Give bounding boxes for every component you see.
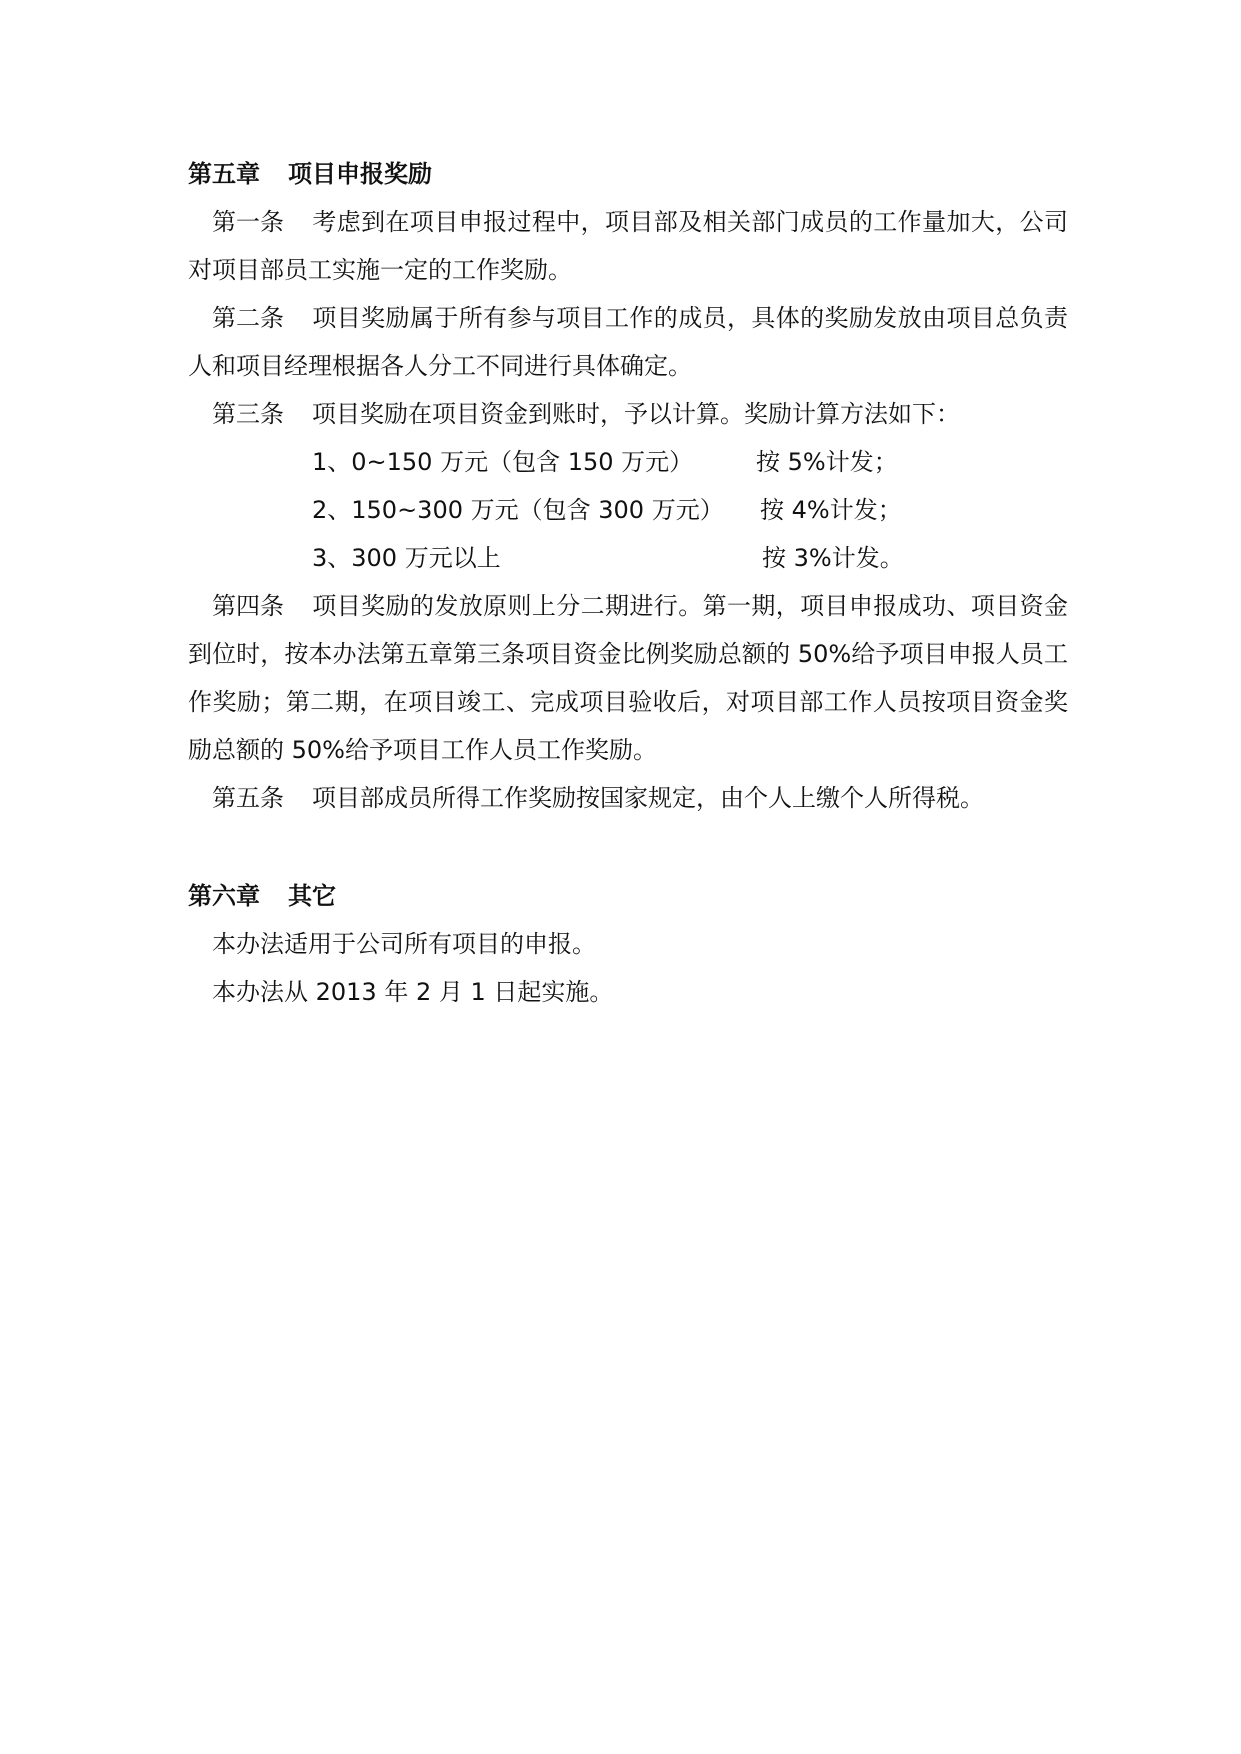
article-2 [188, 294, 1068, 390]
article-5 [188, 774, 1068, 822]
effective-date-line: 本办法从 2013 年 2 月 1 日起实施。 [212, 978, 614, 1006]
article-1-label: 第一条 [212, 208, 284, 236]
reward-rule-range: 3、300 万元以上 [312, 544, 501, 572]
document-body [188, 150, 1068, 1016]
reward-rule-rate: 按 4%计发； [760, 496, 902, 524]
reward-rules-list [188, 438, 1068, 582]
chapter-6-title: 其它 [288, 882, 336, 910]
reward-rule [188, 534, 1068, 582]
article-5-text: 项目部成员所得工作奖励按国家规定，由个人上缴个人所得税。 [312, 784, 984, 812]
section-spacer [188, 822, 1068, 872]
reward-rule-range: 1、0~150 万元（包含 150 万元） [312, 448, 694, 476]
reward-rule [188, 438, 1068, 486]
article-3-text: 项目奖励在项目资金到账时，予以计算。奖励计算方法如下： [312, 400, 960, 428]
reward-rule-range: 2、150~300 万元（包含 300 万元） [312, 496, 724, 524]
article-4 [188, 582, 1068, 774]
chapter-5-number: 第五章 [188, 160, 260, 188]
scope-line: 本办法适用于公司所有项目的申报。 [212, 930, 596, 958]
article-4-text: 项目奖励的发放原则上分二期进行。第一期，项目申报成功、项目资金到位时，按本办法第五章第三条项目资金比例奖励总额的 50%给予项目申报人员工作奖励；第二期，在项目竣工、完成项目验收后，对项目部工作人员按项目资金奖励总额的 50%给予项目工作人员工作奖励。 [188, 592, 1068, 764]
chapter-6-heading [188, 872, 1068, 920]
article-5-label: 第五条 [212, 784, 284, 812]
reward-rule-rate: 按 3%计发。 [762, 544, 904, 572]
reward-rule [188, 486, 1068, 534]
article-2-label: 第二条 [212, 304, 284, 332]
reward-rule-rate: 按 5%计发； [756, 448, 898, 476]
article-3-label: 第三条 [212, 400, 284, 428]
article-1 [188, 198, 1068, 294]
chapter-6-number: 第六章 [188, 882, 260, 910]
article-1-text: 考虑到在项目申报过程中，项目部及相关部门成员的工作量加大，公司对项目部员工实施一定的工作奖励。 [188, 208, 1068, 284]
article-2-text: 项目奖励属于所有参与项目工作的成员，具体的奖励发放由项目总负责人和项目经理根据各人分工不同进行具体确定。 [188, 304, 1068, 380]
chapter-5-title: 项目申报奖励 [288, 160, 432, 188]
article-3 [188, 390, 1068, 438]
article-4-label: 第四条 [212, 592, 284, 620]
chapter-5-heading [188, 150, 1068, 198]
